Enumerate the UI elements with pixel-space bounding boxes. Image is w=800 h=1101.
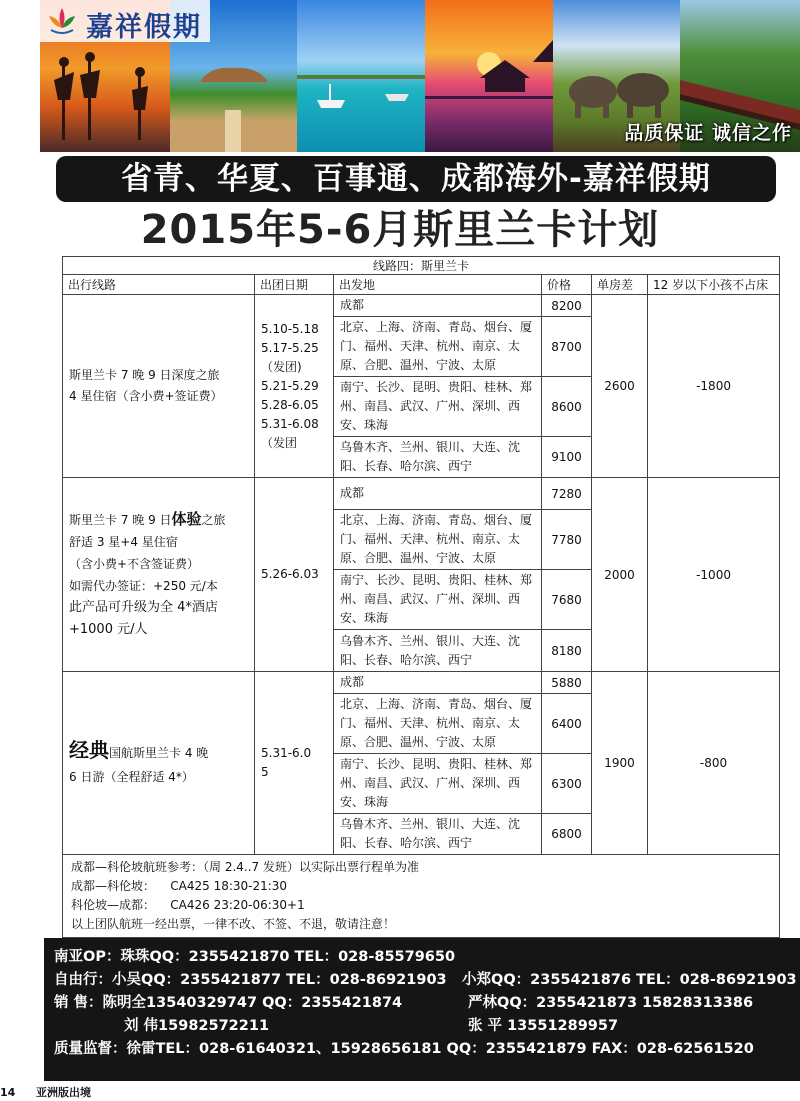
photo-sunset-hut [425,0,553,152]
itinerary-table [62,256,780,938]
page-number: 14 [0,1086,16,1099]
departure-city: 成都 [334,672,542,694]
logo-text: 嘉祥假期 [86,12,202,43]
brand-logo [40,0,210,42]
contact-self-guided-a: 自由行：小吴QQ：2355421877 TEL：028-86921903 [54,972,447,988]
price: 6400 [542,694,592,754]
price: 8600 [542,377,592,437]
col-header-single-supplement: 单房差 [592,275,648,295]
contact-sales-a: 销 售：陈明全13540329747 QQ：2355421874 [54,995,403,1011]
departure-dates-3: 5.31-6.0 5 [255,672,334,855]
photo-harbor-boats [297,0,425,152]
route-line-2: 斯里兰卡 7 晚 9 日体验之旅 舒适 3 星+4 星住宿 （含小费+不含签证费） 如需代办签证：+250 元/本 此产品可升级为全 4*酒店 +1000 元/人 [63,478,255,672]
col-header-price: 价格 [542,275,592,295]
flight-note: 成都—科伦坡： CA425 18:30-21:30 [71,879,288,893]
price: 9100 [542,437,592,478]
col-header-departure: 出发地 [334,275,542,295]
route-line-3: 经典国航斯里兰卡 4 晚 6 日游（全程舒适 4*） [63,672,255,855]
lotus-logo-icon [45,4,79,38]
single-supplement-3: 1900 [592,672,648,855]
flight-note: 成都—科伦坡航班参考：（周 2.4..7 发班）以实际出票行程单为准 [71,860,419,874]
price: 7280 [542,478,592,510]
slogan: 品质保证 诚信之作 [624,122,792,144]
single-supplement-1: 2600 [592,295,648,478]
contact-self-guided-b: 小郑QQ：2355421876 TEL：028-86921903 [462,972,797,988]
departure-city: 南宁、长沙、昆明、贵阳、桂林、郑州、南昌、武汉、广州、深圳、西安、珠海 [334,377,542,437]
col-header-line: 出行线路 [63,275,255,295]
price: 5880 [542,672,592,694]
contact-quality-supervision: 质量监督：徐雷TEL：028-61640321、15928656181 QQ：2355421879 FAX：028-62561520 [54,1041,754,1057]
contact-panel [44,938,800,1081]
magazine-name: 亚洲版出境 [36,1086,91,1099]
price: 7680 [542,570,592,630]
departure-city: 成都 [334,478,542,510]
departure-city: 乌鲁木齐、兰州、银川、大连、沈阳、长春、哈尔滨、西宁 [334,814,542,855]
departure-city: 北京、上海、济南、青岛、烟台、厦门、福州、天津、杭州、南京、太原、合肥、温州、宁波、太原 [334,694,542,754]
contact-nanya-op: 南亚OP：珠珠QQ：2355421870 TEL：028-85579650 [54,949,456,965]
price: 6800 [542,814,592,855]
child-price-1: -1800 [648,295,780,478]
departure-city: 成都 [334,295,542,317]
departure-dates-2: 5.26-6.03 [255,478,334,672]
departure-city: 南宁、长沙、昆明、贵阳、桂林、郑州、南昌、武汉、广州、深圳、西安、珠海 [334,754,542,814]
price: 8700 [542,317,592,377]
single-supplement-2: 2000 [592,478,648,672]
flight-note: 科伦坡—成都： CA426 23:20-06:30+1 [71,898,305,912]
child-price-2: -1000 [648,478,780,672]
col-header-date: 出团日期 [255,275,334,295]
departure-city: 北京、上海、济南、青岛、烟台、厦门、福州、天津、杭州、南京、太原、合肥、温州、宁波、太原 [334,317,542,377]
col-header-child-no-bed: 12 岁以下小孩不占床 [648,275,780,295]
price: 6300 [542,754,592,814]
flight-notes [63,855,780,938]
departure-city: 南宁、长沙、昆明、贵阳、桂林、郑州、南昌、武汉、广州、深圳、西安、珠海 [334,570,542,630]
route-line-1: 斯里兰卡 7 晚 9 日深度之旅 4 星住宿（含小费+签证费） [63,295,255,478]
price: 7780 [542,510,592,570]
partner-headline: 省青、华夏、百事通、成都海外-嘉祥假期 [56,156,776,202]
contact-sales-b: 严林QQ：2355421873 15828313386 [468,995,754,1011]
departure-city: 乌鲁木齐、兰州、银川、大连、沈阳、长春、哈尔滨、西宁 [334,630,542,672]
photo-banner [40,0,800,152]
plan-title: 2015年5-6月斯里兰卡计划 [140,207,660,253]
flight-note: 以上团队航班一经出票，一律不改、不签、不退，敬请注意！ [71,917,396,931]
contact-sales-c: 刘 伟15982572211 [124,1018,270,1034]
page-footer [0,1084,800,1101]
departure-city: 北京、上海、济南、青岛、烟台、厦门、福州、天津、杭州、南京、太原、合肥、温州、宁波、太原 [334,510,542,570]
contact-sales-d: 张 平 13551289957 [468,1018,619,1034]
child-price-3: -800 [648,672,780,855]
departure-dates-1: 5.10-5.18 5.17-5.25 （发团) 5.21-5.29 5.28-6.05 5.31-6.08 （发团 [255,295,334,478]
route-title: 线路四：斯里兰卡 [63,257,780,275]
price: 8200 [542,295,592,317]
departure-city: 乌鲁木齐、兰州、银川、大连、沈阳、长春、哈尔滨、西宁 [334,437,542,478]
price: 8180 [542,630,592,672]
